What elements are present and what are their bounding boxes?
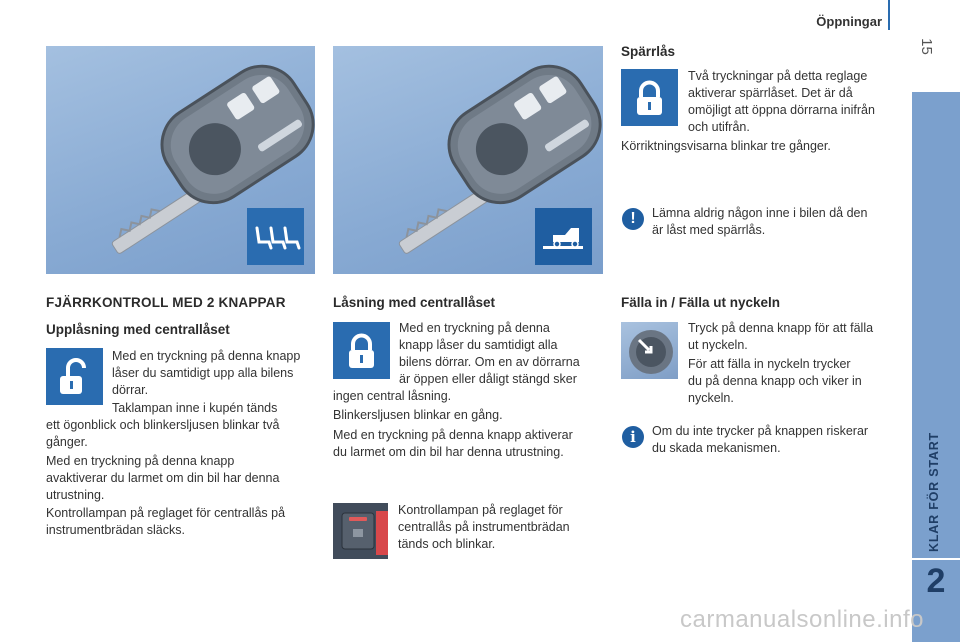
text-line: du på denna knapp och viker in — [688, 374, 862, 388]
text-line: Med en tryckning på denna knapp — [46, 454, 235, 468]
text-line: låser du samtidigt upp alla bilens — [112, 366, 294, 380]
text-line: instrumentbrädan släcks. — [46, 523, 185, 537]
chapter-label: KLAR FÖR START — [927, 432, 941, 552]
deadlock-warning — [652, 205, 902, 239]
deadlock-paragraph-2: Körriktningsvisarna blinkar tre gånger. — [621, 139, 831, 153]
text-line: utrustning. — [46, 488, 105, 502]
text-line: Med en tryckning på denna knapp — [112, 349, 301, 363]
seats-icon-box — [247, 208, 304, 265]
seats-icon — [247, 208, 304, 265]
van-icon-box — [535, 208, 592, 265]
text-line: gånger. — [46, 435, 88, 449]
dashboard-switch-photo — [333, 503, 388, 559]
fold-key-paragraph-1 — [688, 320, 898, 354]
text-line: Med en tryckning på denna knapp aktiverar — [333, 428, 573, 442]
text-line: Kontrollampan på reglaget för — [398, 503, 563, 517]
fold-key-info — [652, 423, 902, 457]
text-line: bilens dörrar. Om en av dörrarna — [399, 355, 580, 369]
deadlock-icon-box — [621, 69, 678, 126]
text-line: nyckeln. — [688, 391, 734, 405]
van-icon — [535, 208, 592, 265]
deadlock-paragraph-1 — [688, 68, 898, 136]
text-line: Tryck på denna knapp för att fälla — [688, 321, 874, 335]
unlock-paragraph-1 — [112, 348, 317, 399]
text-line: Lämna aldrig någon inne i bilen då den — [652, 206, 868, 220]
lock-paragraph-1 — [333, 320, 603, 405]
text-line: Med en tryckning på denna — [399, 321, 550, 335]
text-line: omöjligt att öppna dörrarna inifrån — [688, 103, 875, 117]
text-line: centrallås på instrumentbrädan — [398, 520, 570, 534]
text-line: aktiverar spärrlåset. Det är då — [688, 86, 853, 100]
lock-paragraph-3 — [333, 427, 603, 461]
heading-deadlock: Spärrlås — [621, 44, 676, 59]
key-fob-photo-lock — [333, 46, 603, 274]
text-line: knapp låser du samtidigt alla — [399, 338, 558, 352]
text-line: är öppen eller dåligt stängd sker — [399, 372, 577, 386]
unlock-paragraph-3 — [46, 453, 318, 504]
warning-icon: ! — [622, 208, 644, 230]
padlock-icon — [621, 69, 678, 126]
text-line: du skada mekanismen. — [652, 441, 781, 455]
text-line: ett ögonblick och blinkersljusen blinkar två — [46, 418, 280, 432]
section-heading-remote: FJÄRRKONTROLL MED 2 KNAPPAR — [46, 295, 286, 310]
unlocked-padlock-icon — [46, 348, 103, 405]
key-fob-photo-unlock — [46, 46, 315, 274]
section-title: Öppningar — [816, 14, 882, 29]
central-lock-switch-icon — [333, 503, 388, 559]
fold-key-button-icon — [621, 322, 678, 379]
text-line: och utifrån. — [688, 120, 750, 134]
text-line: är låst med spärrlås. — [652, 223, 766, 237]
text-line: För att fälla in nyckeln trycker — [688, 357, 851, 371]
unlock-paragraph-4 — [46, 505, 318, 539]
chapter-number: 2 — [926, 562, 946, 600]
info-icon: i — [622, 426, 644, 448]
text-line: dörrar. — [112, 383, 149, 397]
fold-key-paragraph-2 — [688, 356, 898, 407]
text-line: tänds och blinkar. — [398, 537, 496, 551]
text-line: avaktiverar du larmet om din bil har denna — [46, 471, 280, 485]
text-line: ingen central låsning. — [333, 389, 452, 403]
heading-fold-key: Fälla in / Fälla ut nyckeln — [621, 295, 781, 310]
watermark: carmanualsonline.info — [680, 606, 924, 633]
text-line: ut nyckeln. — [688, 338, 748, 352]
text-line: Om du inte trycker på knappen riskerar — [652, 424, 869, 438]
lock-paragraph-4 — [398, 502, 598, 553]
text-line: Kontrollampan på reglaget för centrallås på — [46, 506, 286, 520]
lock-paragraph-2: Blinkersljusen blinkar en gång. — [333, 408, 503, 422]
text-line: du larmet om din bil har denna utrustning. — [333, 445, 564, 459]
unlock-icon-box — [46, 348, 103, 405]
heading-lock: Låsning med centrallåset — [333, 295, 496, 310]
fold-key-button-photo — [621, 322, 678, 379]
text-line: Två tryckningar på detta reglage — [688, 69, 868, 83]
unlock-paragraph-2 — [46, 400, 318, 451]
header-rule — [888, 0, 890, 30]
subheading-unlock: Upplåsning med centrallåset — [46, 322, 230, 337]
page-number: 15 — [917, 38, 935, 55]
text-line: Taklampan inne i kupén tänds — [112, 401, 278, 415]
